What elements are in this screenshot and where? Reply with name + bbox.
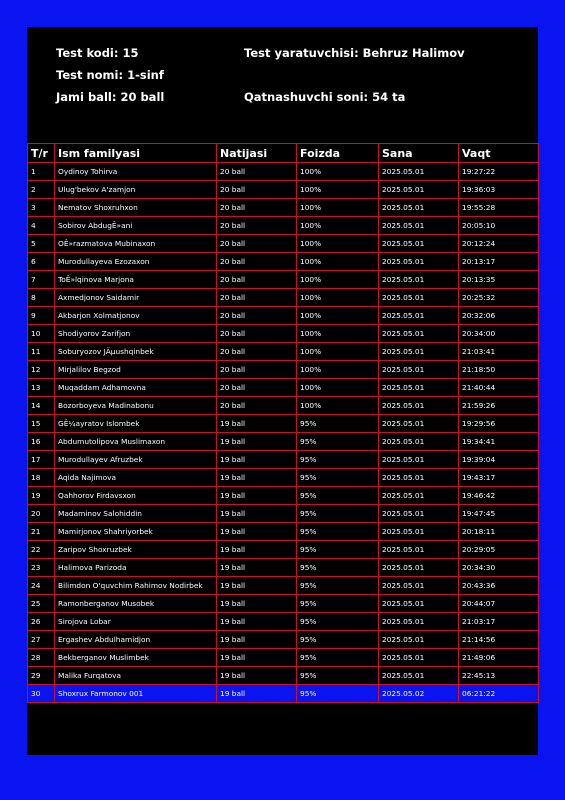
table-cell: 19 ball	[217, 559, 297, 577]
table-cell: 19 ball	[217, 451, 297, 469]
table-row	[28, 469, 539, 487]
table-cell: 28	[28, 649, 55, 667]
table-cell: 26	[28, 613, 55, 631]
table-row	[28, 523, 539, 541]
table-cell: 20:34:00	[459, 325, 539, 343]
table-cell: 21:59:26	[459, 397, 539, 415]
table-row	[28, 433, 539, 451]
table-cell: Oydinoy Tohirva	[55, 163, 217, 181]
table-cell: 8	[28, 289, 55, 307]
table-cell: 100%	[297, 289, 379, 307]
table-cell: Muqaddam Adhamovna	[55, 379, 217, 397]
table-cell: Axmedjonov Saidamir	[55, 289, 217, 307]
table-cell: 19 ball	[217, 505, 297, 523]
table-cell: 2025.05.01	[379, 163, 459, 181]
table-cell: 20 ball	[217, 181, 297, 199]
table-row	[28, 379, 539, 397]
table-cell: Murodullayeva Ezozaxon	[55, 253, 217, 271]
table-row	[28, 595, 539, 613]
table-cell: 20	[28, 505, 55, 523]
table-cell: 100%	[297, 235, 379, 253]
table-cell: 25	[28, 595, 55, 613]
table-cell: 100%	[297, 379, 379, 397]
table-cell: 95%	[297, 649, 379, 667]
table-cell: 19:46:42	[459, 487, 539, 505]
table-cell: 17	[28, 451, 55, 469]
table-cell: Ramonberganov Musobek	[55, 595, 217, 613]
table-row	[28, 649, 539, 667]
table-cell: 95%	[297, 613, 379, 631]
table-cell: 30	[28, 685, 55, 703]
table-cell: 95%	[297, 523, 379, 541]
table-cell: 20 ball	[217, 217, 297, 235]
table-cell: 11	[28, 343, 55, 361]
table-cell: 20:34:30	[459, 559, 539, 577]
table-cell: 20:13:35	[459, 271, 539, 289]
table-cell: 2025.05.02	[379, 685, 459, 703]
table-cell: 2025.05.01	[379, 523, 459, 541]
table-cell: 19 ball	[217, 415, 297, 433]
column-header: Ism familyasi	[55, 144, 217, 163]
table-cell: 19	[28, 487, 55, 505]
table-cell: 14	[28, 397, 55, 415]
table-cell: 12	[28, 361, 55, 379]
table-cell: 19:47:45	[459, 505, 539, 523]
table-cell: Bilimdon O'quvchim Rahimov Nodirbek	[55, 577, 217, 595]
table-row	[28, 667, 539, 685]
table-cell: 100%	[297, 181, 379, 199]
table-cell: 20 ball	[217, 289, 297, 307]
table-row	[28, 253, 539, 271]
table-cell: 27	[28, 631, 55, 649]
table-cell: 100%	[297, 397, 379, 415]
table-cell: 95%	[297, 505, 379, 523]
table-cell: 19:29:56	[459, 415, 539, 433]
table-cell: 22	[28, 541, 55, 559]
table-cell: Mirjalilov Begzod	[55, 361, 217, 379]
table-row	[28, 181, 539, 199]
table-cell: 16	[28, 433, 55, 451]
table-cell: 15	[28, 415, 55, 433]
table-cell: 19 ball	[217, 649, 297, 667]
table-cell: 19:34:41	[459, 433, 539, 451]
table-cell: 2025.05.01	[379, 595, 459, 613]
table-cell: 19 ball	[217, 523, 297, 541]
table-cell: 19 ball	[217, 685, 297, 703]
table-cell: Soburyozov JÄµushqinbek	[55, 343, 217, 361]
table-cell: 2025.05.01	[379, 253, 459, 271]
table-cell: 20 ball	[217, 307, 297, 325]
table-cell: 20:25:32	[459, 289, 539, 307]
table-cell: 20 ball	[217, 361, 297, 379]
table-cell: 19:55:28	[459, 199, 539, 217]
table-cell: 2025.05.01	[379, 451, 459, 469]
table-cell: 24	[28, 577, 55, 595]
table-cell: Ergashev Abdulhamidjon	[55, 631, 217, 649]
table-row	[28, 415, 539, 433]
table-cell: 19 ball	[217, 469, 297, 487]
table-row	[28, 199, 539, 217]
column-header: Vaqt	[459, 144, 539, 163]
table-cell: 19 ball	[217, 631, 297, 649]
table-cell: 95%	[297, 541, 379, 559]
test-creator: Test yaratuvchisi: Behruz Halimov	[244, 46, 465, 60]
table-cell: Akbarjon Xolmatjonov	[55, 307, 217, 325]
table-cell: 20:44:07	[459, 595, 539, 613]
table-cell: 95%	[297, 487, 379, 505]
table-cell: Murodullayev Afruzbek	[55, 451, 217, 469]
table-row	[28, 163, 539, 181]
table-cell: 19:27:22	[459, 163, 539, 181]
table-cell: 19 ball	[217, 667, 297, 685]
table-cell: 21:03:41	[459, 343, 539, 361]
table-cell: 100%	[297, 343, 379, 361]
column-header: Sana	[379, 144, 459, 163]
table-row	[28, 577, 539, 595]
table-cell: GÊ¼ayratov Islombek	[55, 415, 217, 433]
table-cell: 95%	[297, 451, 379, 469]
table-cell: 19:39:04	[459, 451, 539, 469]
table-cell: 2025.05.01	[379, 307, 459, 325]
table-row	[28, 541, 539, 559]
table-cell: Shoxrux Farmonov 001	[55, 685, 217, 703]
results-table	[27, 143, 539, 703]
table-cell: ToÊ»lqinova Marjona	[55, 271, 217, 289]
table-cell: 95%	[297, 595, 379, 613]
table-cell: 2025.05.01	[379, 235, 459, 253]
table-cell: 7	[28, 271, 55, 289]
table-cell: 2025.05.01	[379, 541, 459, 559]
table-row	[28, 289, 539, 307]
table-cell: 2025.05.01	[379, 415, 459, 433]
table-cell: Bozorboyeva Madinabonu	[55, 397, 217, 415]
table-cell: 20:13:17	[459, 253, 539, 271]
table-cell: 20 ball	[217, 253, 297, 271]
table-cell: 18	[28, 469, 55, 487]
table-cell: 9	[28, 307, 55, 325]
table-cell: 19:43:17	[459, 469, 539, 487]
table-cell: 2025.05.01	[379, 505, 459, 523]
total-score: Jami ball: 20 ball	[56, 90, 165, 104]
table-cell: 20 ball	[217, 325, 297, 343]
table-cell: 19 ball	[217, 541, 297, 559]
table-cell: Ulug'bekov A'zamjon	[55, 181, 217, 199]
table-cell: 20 ball	[217, 199, 297, 217]
table-cell: 100%	[297, 307, 379, 325]
table-cell: 20 ball	[217, 235, 297, 253]
table-cell: 95%	[297, 631, 379, 649]
table-cell: Abdumutolipova Muslimaxon	[55, 433, 217, 451]
table-cell: 2	[28, 181, 55, 199]
table-cell: 20 ball	[217, 163, 297, 181]
table-cell: Mamirjonov Shahriyorbek	[55, 523, 217, 541]
table-cell: 2025.05.01	[379, 217, 459, 235]
table-cell: 21:03:17	[459, 613, 539, 631]
table-row	[28, 361, 539, 379]
test-code: Test kodi: 15	[56, 46, 139, 60]
table-row	[28, 487, 539, 505]
table-cell: 95%	[297, 685, 379, 703]
table-row	[28, 271, 539, 289]
table-cell: OÊ»razmatova Mubinaxon	[55, 235, 217, 253]
table-cell: 19 ball	[217, 577, 297, 595]
table-cell: 2025.05.01	[379, 397, 459, 415]
table-cell: 100%	[297, 271, 379, 289]
table-cell: 20:29:05	[459, 541, 539, 559]
participants-count: Qatnashuvchi soni: 54 ta	[244, 90, 406, 104]
table-cell: 100%	[297, 325, 379, 343]
table-cell: 2025.05.01	[379, 343, 459, 361]
table-cell: 95%	[297, 415, 379, 433]
table-row	[28, 505, 539, 523]
table-cell: 95%	[297, 559, 379, 577]
table-row	[28, 685, 539, 703]
table-cell: 2025.05.01	[379, 649, 459, 667]
table-cell: 21:49:06	[459, 649, 539, 667]
table-cell: 2025.05.01	[379, 577, 459, 595]
column-header: Foizda	[297, 144, 379, 163]
table-cell: 2025.05.01	[379, 613, 459, 631]
table-row	[28, 307, 539, 325]
table-cell: 19:36:03	[459, 181, 539, 199]
table-cell: 20 ball	[217, 397, 297, 415]
table-cell: 20:32:06	[459, 307, 539, 325]
table-cell: Bekberganov Muslimbek	[55, 649, 217, 667]
table-cell: 2025.05.01	[379, 289, 459, 307]
table-cell: 23	[28, 559, 55, 577]
table-cell: Aqida Najimova	[55, 469, 217, 487]
table-row	[28, 631, 539, 649]
table-cell: 2025.05.01	[379, 433, 459, 451]
table-cell: 20:05:10	[459, 217, 539, 235]
table-cell: 100%	[297, 253, 379, 271]
table-cell: 3	[28, 199, 55, 217]
table-cell: 100%	[297, 217, 379, 235]
table-cell: 2025.05.01	[379, 325, 459, 343]
test-name: Test nomi: 1-sinf	[56, 68, 164, 82]
table-cell: 29	[28, 667, 55, 685]
table-cell: Malika Furqatova	[55, 667, 217, 685]
table-cell: 20:12:24	[459, 235, 539, 253]
column-header: T/r	[28, 144, 55, 163]
table-cell: 20:43:36	[459, 577, 539, 595]
table-cell: 2025.05.01	[379, 487, 459, 505]
table-cell: 10	[28, 325, 55, 343]
table-cell: 19 ball	[217, 433, 297, 451]
table-cell: Zaripov Shoxruzbek	[55, 541, 217, 559]
table-cell: 6	[28, 253, 55, 271]
table-cell: 2025.05.01	[379, 469, 459, 487]
table-cell: 19 ball	[217, 613, 297, 631]
table-cell: 2025.05.01	[379, 181, 459, 199]
table-cell: 100%	[297, 361, 379, 379]
table-cell: 2025.05.01	[379, 559, 459, 577]
table-cell: 20 ball	[217, 271, 297, 289]
table-row	[28, 343, 539, 361]
table-cell: 19 ball	[217, 487, 297, 505]
table-row	[28, 559, 539, 577]
table-cell: 5	[28, 235, 55, 253]
table-cell: 2025.05.01	[379, 271, 459, 289]
table-cell: Shodiyorov Zarifjon	[55, 325, 217, 343]
table-cell: 100%	[297, 163, 379, 181]
table-cell: Sirojova Lobar	[55, 613, 217, 631]
table-cell: 95%	[297, 577, 379, 595]
table-cell: Madaminov Salohiddin	[55, 505, 217, 523]
table-row	[28, 613, 539, 631]
table-cell: 95%	[297, 667, 379, 685]
table-cell: 20 ball	[217, 343, 297, 361]
table-cell: 20 ball	[217, 379, 297, 397]
table-cell: 2025.05.01	[379, 361, 459, 379]
column-header: Natijasi	[217, 144, 297, 163]
table-cell: Sobirov AbdugÊ»ani	[55, 217, 217, 235]
table-cell: 2025.05.01	[379, 667, 459, 685]
table-cell: 06:21:22	[459, 685, 539, 703]
table-cell: 22:45:13	[459, 667, 539, 685]
table-cell: 21:14:56	[459, 631, 539, 649]
table-row	[28, 217, 539, 235]
table-cell: 21:40:44	[459, 379, 539, 397]
table-cell: 100%	[297, 199, 379, 217]
table-cell: 95%	[297, 469, 379, 487]
table-cell: 2025.05.01	[379, 379, 459, 397]
table-cell: 2025.05.01	[379, 199, 459, 217]
table-header-row	[28, 144, 539, 163]
report-sheet	[27, 27, 538, 755]
table-cell: Nematov Shoxruhxon	[55, 199, 217, 217]
table-cell: 19 ball	[217, 595, 297, 613]
table-cell: 1	[28, 163, 55, 181]
table-cell: 4	[28, 217, 55, 235]
table-row	[28, 325, 539, 343]
table-cell: Halimova Parizoda	[55, 559, 217, 577]
table-cell: 20:18:11	[459, 523, 539, 541]
table-cell: 21:18:50	[459, 361, 539, 379]
table-row	[28, 451, 539, 469]
table-row	[28, 397, 539, 415]
report-header	[27, 27, 538, 143]
table-cell: 21	[28, 523, 55, 541]
table-cell: 2025.05.01	[379, 631, 459, 649]
table-cell: 13	[28, 379, 55, 397]
table-cell: 95%	[297, 433, 379, 451]
table-row	[28, 235, 539, 253]
table-cell: Qahhorov Firdavsxon	[55, 487, 217, 505]
